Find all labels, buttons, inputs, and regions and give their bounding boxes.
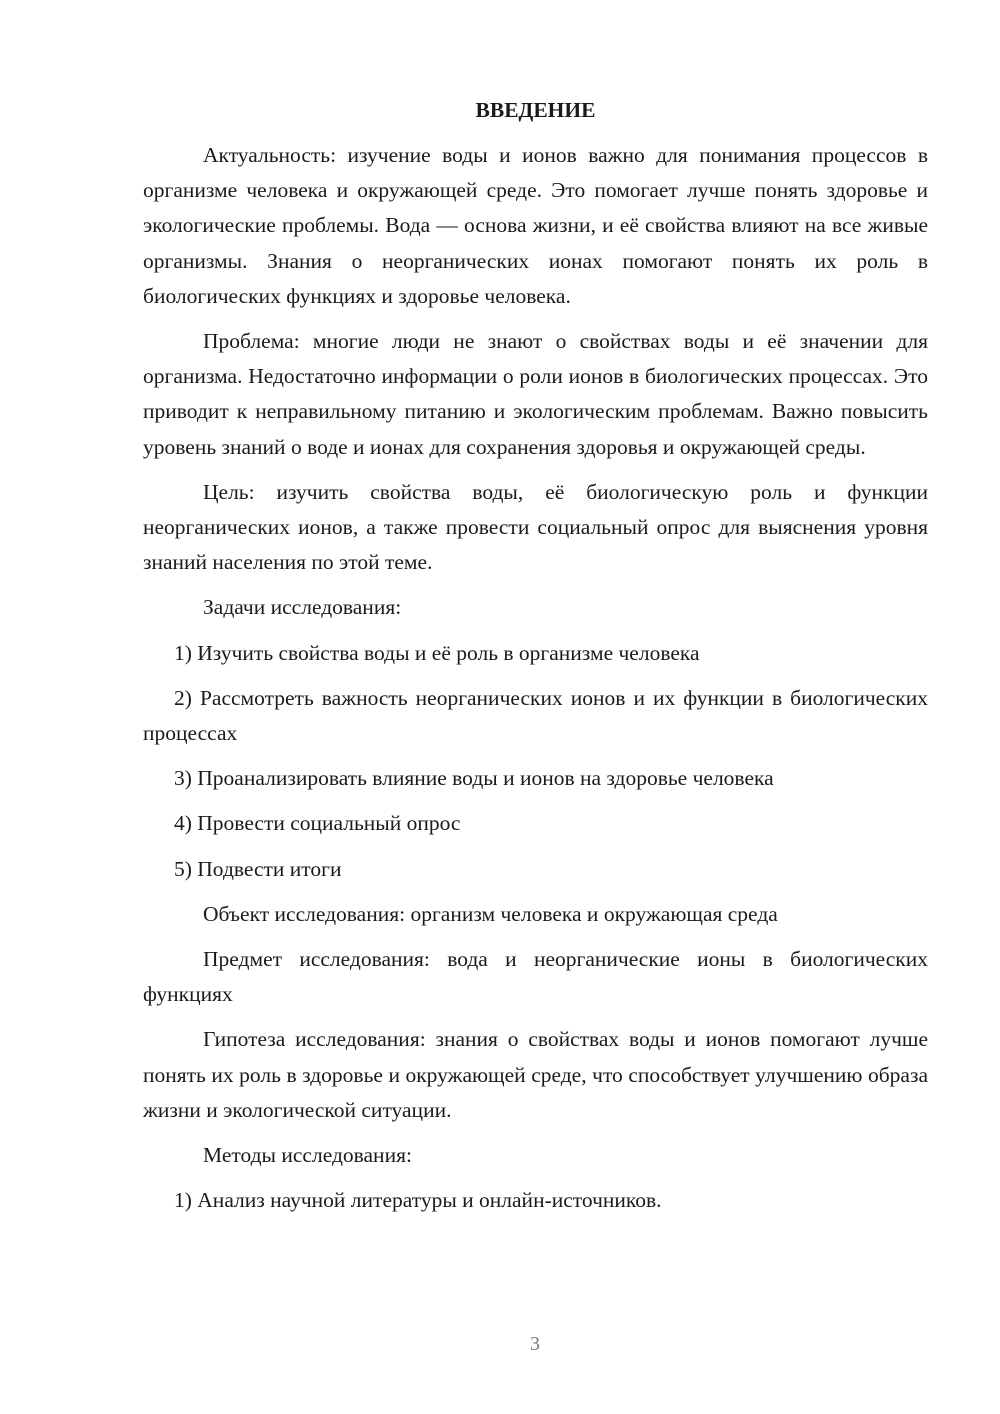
paragraph-hypothesis: Гипотеза исследования: знания о свойствах воды и ионов помогают лучше понять их роль в здоровье и окружающей среде, что способствует улучшению образа жизни и экологической ситуации. bbox=[143, 1027, 928, 1122]
paragraph-goal: Цель: изучить свойства воды, её биологическую роль и функции неорганических ионов, а также провести социальный опрос для выяснения уровня знаний населения по этой теме. bbox=[143, 479, 928, 575]
task-item: 2) Рассмотреть важность неорганических ионов и их функции в биологических процессах bbox=[143, 685, 928, 746]
paragraph-problem: Проблема: многие люди не знают о свойствах воды и её значении для организма. Недостаточно информации о роли ионов в биологических процессах. Это приводит к неправильному питанию и экологическим проблемам. Важно повысить уровень знаний о воде и ионах для сохранения здоровья и окружающей среды. bbox=[143, 329, 928, 459]
task-item: 4) Провести социальный опрос bbox=[174, 811, 461, 836]
tasks-list bbox=[143, 636, 928, 887]
paragraph-relevance: Актуальность: изучение воды и ионов важно для понимания процессов в организме человека и окружающей среде. Это помогает лучше понять здоровье и экологические проблемы. Вода — основа жизни, и её свойства влияют на все живые организмы. Знания о неорганических ионах помогают понять их роль в биологических функциях и здоровье человека. bbox=[143, 143, 928, 308]
document-page bbox=[143, 95, 928, 1228]
method-item: 1) Анализ научной литературы и онлайн-источников. bbox=[174, 1188, 662, 1213]
methods-list bbox=[143, 1183, 928, 1218]
methods-heading: Методы исследования: bbox=[203, 1143, 412, 1168]
paragraph-subject: Предмет исследования: вода и неорганические ионы в биологических функциях bbox=[143, 947, 928, 1007]
section-title: ВВЕДЕНИЕ bbox=[475, 98, 596, 122]
tasks-heading: Задачи исследования: bbox=[203, 595, 402, 620]
paragraph-object: Объект исследования: организм человека и окружающая среда bbox=[203, 901, 778, 926]
task-item: 1) Изучить свойства воды и её роль в организме человека bbox=[174, 640, 700, 665]
page-number: 3 bbox=[530, 1333, 540, 1355]
task-item: 5) Подвести итоги bbox=[174, 856, 342, 881]
task-item: 3) Проанализировать влияние воды и ионов на здоровье человека bbox=[174, 766, 774, 791]
